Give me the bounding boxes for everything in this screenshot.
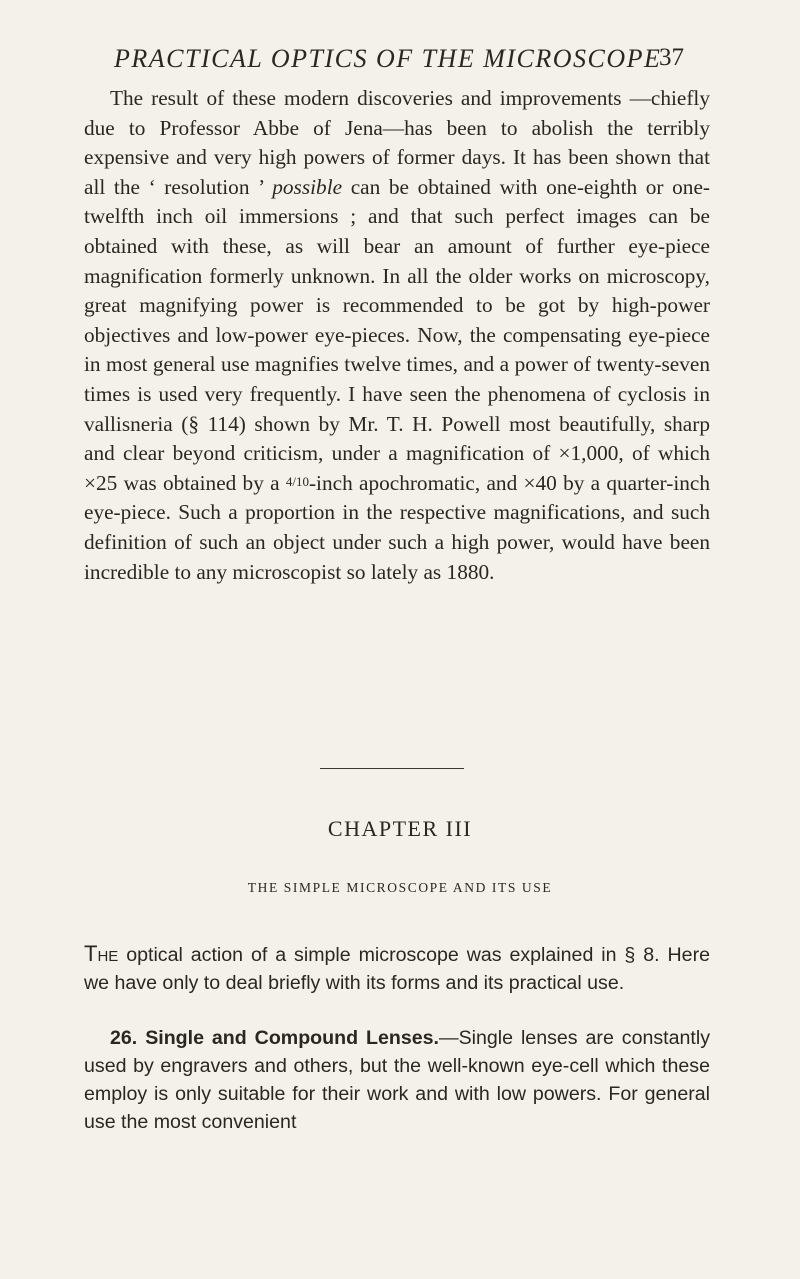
section-heading: Single and Compound Lenses. [145, 1027, 439, 1049]
paragraph-text: -inch apochromatic, and ×40 by a quarter-inch eye-piece. Such a proportion in the respective magnifications, and such definition of such an object under such a high power, would have been incredible to any microscopist so lately as 1880. [84, 470, 710, 584]
section-divider [320, 768, 464, 769]
chapter-title: CHAPTER III [327, 816, 473, 841]
paragraph-text: optical action of a simple microscope was explained in § 8. Here we have only to deal briefly with its forms and its practical use. [84, 944, 710, 994]
page-number: 37 [659, 44, 684, 71]
section-number: 26. [110, 1027, 138, 1049]
paragraph-abbe-discoveries [84, 84, 710, 587]
running-title: PRACTICAL OPTICS OF THE MICROSCOPE [114, 44, 662, 73]
italic-word: possible [272, 174, 343, 199]
paragraph-simple-microscope [84, 940, 710, 997]
paragraph-text: —Single lenses are constantly used by engravers and others, but the well-known eye-cell which these employ is only suitable for their work and with low powers. For general use the most convenient [84, 1027, 710, 1133]
lead-word: The [84, 941, 119, 966]
paragraph-text: can be obtained with one-eighth or one-twelfth inch oil immersions ; and that such perfect images can be obtained with these, as will bear an amount of further eye-piece magnification formerly unknown. In all the older works on microscopy, great magnifying power is recommended to be got by high-power objectives and low-power eye-pieces. Now, the compensating eye-piece in most general use magnifies twelve times, and a power of twenty-seven times is used very frequently. I have seen the phenomena of cyclosis in vallisneria (§ 114) shown by Mr. T. H. Powell most beautifully, sharp and clear beyond criticism, under a magnification of ×1,000, of which ×25 was obtained by a [84, 174, 710, 495]
paragraph-single-compound-lenses [84, 1024, 710, 1136]
running-header [114, 44, 684, 80]
fraction: 4/10 [285, 473, 309, 489]
paragraph-text: The result of these modern discoveries and improvements —chiefly due to Professor Abbe of Jena—has been to abolish the terribly expensive and very high powers of former days. It has been shown that all the ‘ resolution ’ [84, 86, 710, 199]
chapter-subtitle: THE SIMPLE MICROSCOPE AND ITS USE [247, 880, 553, 895]
